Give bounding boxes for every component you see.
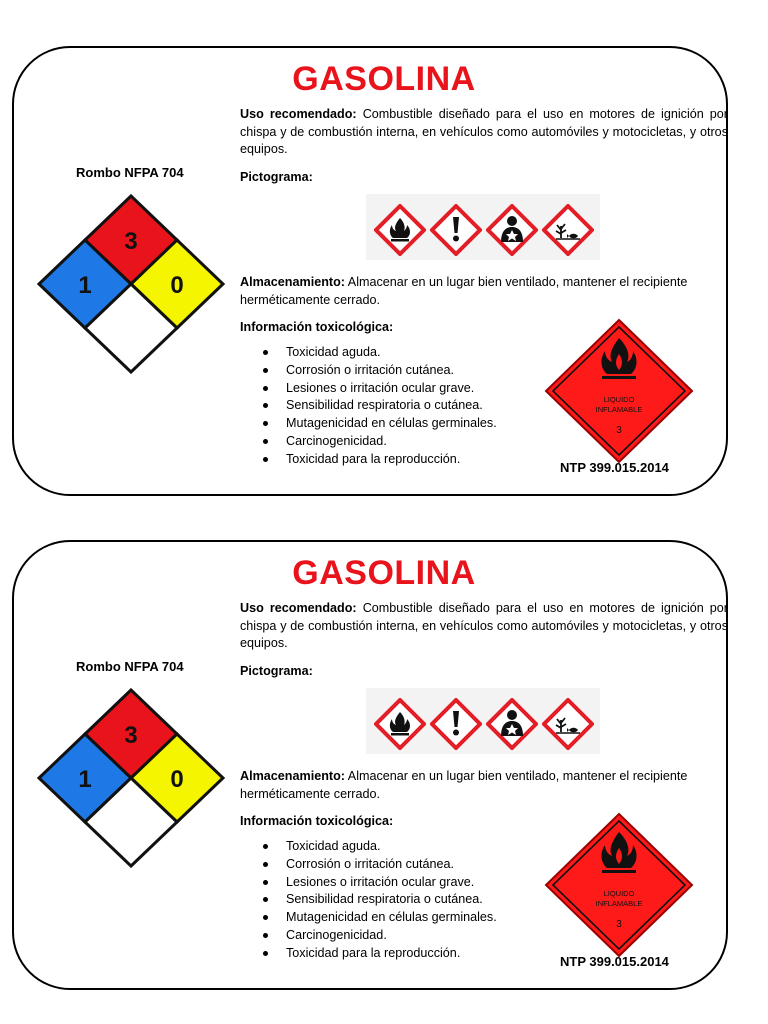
health-hazard-pictogram-icon <box>486 698 538 750</box>
uso-text: Combustible diseñado para el uso en motores de ignición por chispa y de combustión interna, en vehículos como automóviles y motocicletas, y otros equipos. <box>240 107 728 156</box>
nfpa-health: 1 <box>78 272 92 299</box>
product-title: GASOLINA <box>292 554 476 592</box>
list-item: Toxicidad para la reproducción. <box>260 945 497 963</box>
list-item: Sensibilidad respiratoria o cutánea. <box>260 397 497 415</box>
nfpa-flammability: 3 <box>124 722 138 749</box>
transport-line2: INFLAMABLE <box>595 899 643 908</box>
list-item: Corrosión o irritación cutánea. <box>260 856 497 874</box>
list-item: Corrosión o irritación cutánea. <box>260 362 497 380</box>
almacenamiento-text: Almacenar en un lugar bien ventilado, mantener el recipiente herméticamente cerrado. <box>240 275 688 307</box>
uso-recomendado <box>240 600 728 653</box>
list-item: Carcinogenicidad. <box>260 433 497 451</box>
flammable-liquid-label <box>542 810 696 960</box>
almacenamiento <box>240 274 728 309</box>
environment-pictogram-icon <box>542 698 594 750</box>
transport-line2: INFLAMABLE <box>595 405 643 414</box>
almacenamiento-label: Almacenamiento: <box>240 769 345 783</box>
toxicologica-list <box>260 344 497 469</box>
list-item: Lesiones o irritación ocular grave. <box>260 380 497 398</box>
flame-pictogram-icon <box>374 204 426 256</box>
uso-recomendado <box>240 106 728 159</box>
toxicologica-label: Información toxicológica: <box>240 320 394 334</box>
uso-label: Uso recomendado: <box>240 107 357 121</box>
transport-line1: LIQUIDO <box>603 395 635 404</box>
pictograma-label: Pictograma: <box>240 664 313 678</box>
nfpa-reactivity: 0 <box>170 766 184 793</box>
almacenamiento-label: Almacenamiento: <box>240 275 345 289</box>
almacenamiento <box>240 768 728 803</box>
list-item: Mutagenicidad en células germinales. <box>260 415 497 433</box>
flame-pictogram-icon <box>374 698 426 750</box>
nfpa-flammability: 3 <box>124 228 138 255</box>
label-card-2 <box>12 540 728 990</box>
ntp-standard: NTP 399.015.2014 <box>560 954 669 969</box>
list-item: Sensibilidad respiratoria o cutánea. <box>260 891 497 909</box>
product-title: GASOLINA <box>292 60 476 98</box>
toxicologica-list <box>260 838 497 963</box>
list-item: Toxicidad para la reproducción. <box>260 451 497 469</box>
nfpa-reactivity: 0 <box>170 272 184 299</box>
pictograma-label: Pictograma: <box>240 170 313 184</box>
flammable-liquid-label <box>542 316 696 466</box>
uso-label: Uso recomendado: <box>240 601 357 615</box>
list-item: Mutagenicidad en células germinales. <box>260 909 497 927</box>
transport-class: 3 <box>616 919 622 930</box>
transport-class: 3 <box>616 425 622 436</box>
transport-line1: LIQUIDO <box>603 889 635 898</box>
nfpa-704-diamond <box>26 680 236 880</box>
rombo-label: Rombo NFPA 704 <box>76 165 184 180</box>
toxicologica-label: Información toxicológica: <box>240 814 394 828</box>
exclamation-pictogram-icon <box>430 204 482 256</box>
uso-text: Combustible diseñado para el uso en motores de ignición por chispa y de combustión interna, en vehículos como automóviles y motocicletas, y otros equipos. <box>240 601 728 650</box>
label-card-1 <box>12 46 728 496</box>
exclamation-pictogram-icon <box>430 698 482 750</box>
list-item: Toxicidad aguda. <box>260 838 497 856</box>
environment-pictogram-icon <box>542 204 594 256</box>
almacenamiento-text: Almacenar en un lugar bien ventilado, mantener el recipiente herméticamente cerrado. <box>240 769 688 801</box>
nfpa-704-diamond <box>26 186 236 386</box>
list-item: Carcinogenicidad. <box>260 927 497 945</box>
list-item: Toxicidad aguda. <box>260 344 497 362</box>
nfpa-health: 1 <box>78 766 92 793</box>
health-hazard-pictogram-icon <box>486 204 538 256</box>
ntp-standard: NTP 399.015.2014 <box>560 460 669 475</box>
rombo-label: Rombo NFPA 704 <box>76 659 184 674</box>
list-item: Lesiones o irritación ocular grave. <box>260 874 497 892</box>
